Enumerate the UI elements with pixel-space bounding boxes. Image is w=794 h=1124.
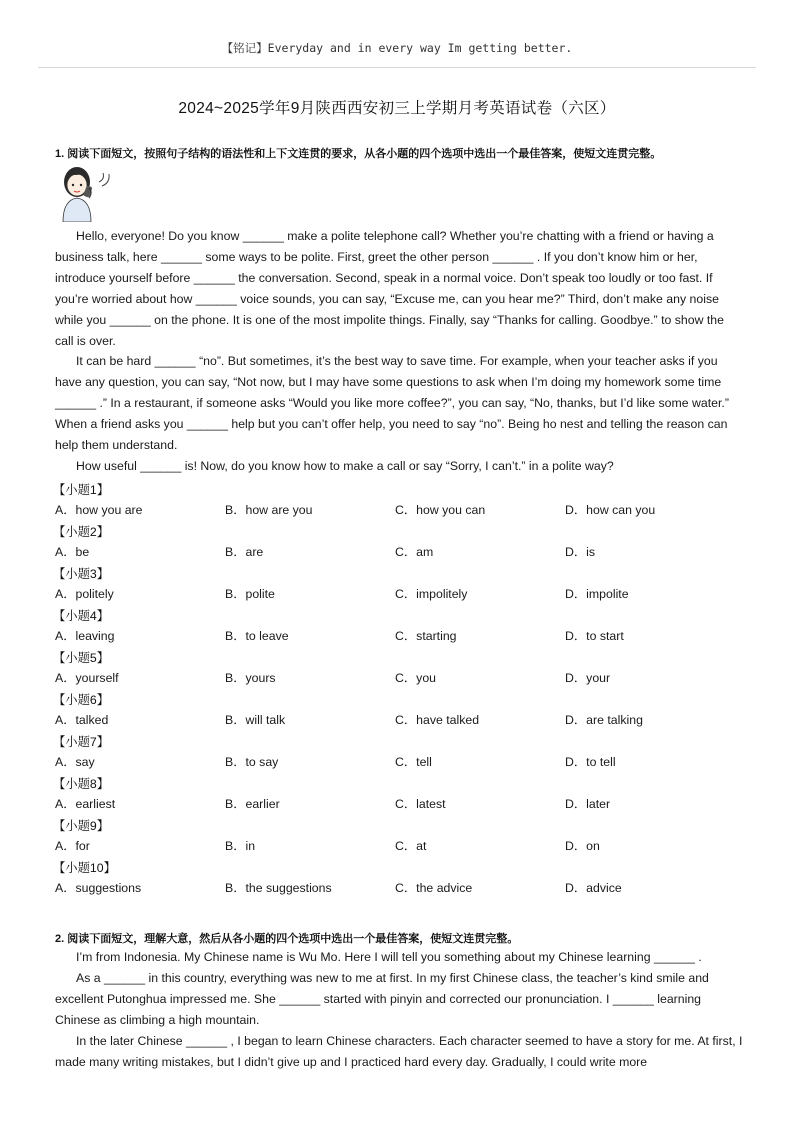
question-label: 【小题10】 — [53, 861, 116, 875]
question-label: 【小题2】 — [53, 525, 110, 539]
option-d: D．is — [565, 545, 596, 559]
option-d: D．later — [565, 797, 611, 811]
option-b: B．yours — [225, 671, 276, 685]
question-label: 【小题4】 — [53, 609, 110, 623]
question-label: 【小题5】 — [53, 651, 110, 665]
option-b: B．to say — [225, 755, 279, 769]
passage-paragraph: In the later Chinese ______ , I began to learn Chinese characters. Each character seemed to have a story for me. At first, I made many writing mistakes, but I didn’t give up and I practiced hard every day. Gradually, I could write more — [55, 1033, 743, 1069]
passage-paragraph: I’m from Indonesia. My Chinese name is Wu Mo. Here I will tell you something about my Chinese learning ______ . — [76, 950, 702, 964]
header-motto: 【铭记】Everyday and in every way Im getting better. — [221, 41, 573, 55]
option-b: B．in — [225, 839, 256, 853]
option-b: B．earlier — [225, 797, 280, 811]
option-a: A．be — [55, 545, 90, 559]
option-b: B．to leave — [225, 629, 289, 643]
passage-paragraph: Hello, everyone! Do you know ______ make a polite telephone call? Whether you’re chatting with a friend or having a business talk, here ______ some ways to be polite. First, greet the other person ______ . If you don’t know him or her, introduce yourself before ______ the conversation. Second, speak in a normal voice. Don’t speak too loudly or too fast. If you’re worried about how ______ voice sounds, you can say, “Excuse me, can you hear me?” Third, don’t make any noise while you ______ on the phone. It is one of the most impolite things. Finally, say “Thanks for calling. Goodbye.” to show the call is over. — [55, 229, 724, 348]
section2-passage — [55, 947, 745, 1072]
question-options — [55, 584, 745, 604]
exam-title: 2024~2025学年9月陕西西安初三上学期月考英语试卷（六区） — [178, 100, 616, 117]
option-d: D．advice — [565, 881, 622, 895]
option-b: B．will talk — [225, 713, 286, 727]
question-options — [55, 710, 745, 730]
option-c: C．you — [395, 671, 437, 685]
option-c: C．how you can — [395, 503, 486, 517]
question-options — [55, 542, 745, 562]
question-options — [55, 752, 745, 772]
option-c: C．have talked — [395, 713, 480, 727]
question-options — [55, 626, 745, 646]
option-a: A．politely — [55, 587, 114, 601]
option-c: C．impolitely — [395, 587, 468, 601]
section1-passage — [55, 226, 745, 477]
option-b: B．polite — [225, 587, 275, 601]
option-d: D．your — [565, 671, 611, 685]
option-a: A．for — [55, 839, 90, 853]
option-a: A．suggestions — [55, 881, 142, 895]
passage-paragraph: It can be hard ______ “no”. But sometimes, it’s the best way to save time. For example, when your teacher asks if you have any question, you can say, “Not now, but I may have some questions to ask when I’m doing my homework some time ______ .” In a restaurant, if someone asks “Would you like more coffee?”, you can say, “No, thanks, but I’d like some water.” When a friend asks you ______ help but you can’t offer help, you need to say “no”. Being ho nest and telling the reason can help them understand. — [55, 354, 729, 453]
question-label: 【小题6】 — [53, 693, 110, 707]
question-options — [55, 836, 745, 856]
girl-phone-illustration — [53, 162, 113, 222]
option-b: B．are — [225, 545, 264, 559]
question-label: 【小题7】 — [53, 735, 110, 749]
option-c: C．at — [395, 839, 427, 853]
question-label: 【小题9】 — [53, 819, 110, 833]
question-options — [55, 500, 745, 520]
option-c: C．the advice — [395, 881, 473, 895]
header-divider — [38, 67, 756, 68]
section2-instruction: 2. 阅读下面短文，理解大意，然后从各小题的四个选项中选出一个最佳答案，使短文连贯完整。 — [55, 933, 519, 945]
option-c: C．latest — [395, 797, 446, 811]
passage-paragraph: As a ______ in this country, everything was new to me at first. In my first Chinese class, the teacher’s kind smile and excellent Putonghua impressed me. She ______ started with pinyin and corrected our pronunciation. I ______ learning Chinese as climbing a high mountain. — [55, 970, 709, 1027]
option-a: A．leaving — [55, 629, 115, 643]
option-a: A．how you are — [55, 503, 143, 517]
option-c: C．tell — [395, 755, 432, 769]
question-options — [55, 668, 745, 688]
option-d: D．on — [565, 839, 600, 853]
option-d: D．to tell — [565, 755, 616, 769]
option-c: C．starting — [395, 629, 457, 643]
option-b: B．how are you — [225, 503, 313, 517]
option-b: B．the suggestions — [225, 881, 332, 895]
question-label: 【小题3】 — [53, 567, 110, 581]
option-a: A．say — [55, 755, 95, 769]
option-a: A．talked — [55, 713, 109, 727]
option-c: C．am — [395, 545, 434, 559]
question-label: 【小题8】 — [53, 777, 110, 791]
question-label: 【小题1】 — [53, 483, 110, 497]
option-d: D．impolite — [565, 587, 629, 601]
option-d: D．are talking — [565, 713, 643, 727]
passage-paragraph: How useful ______ is! Now, do you know how to make a call or say “Sorry, I can’t.” in a polite way? — [76, 458, 614, 473]
section1-instruction: 1. 阅读下面短文，按照句子结构的语法性和上下文连贯的要求，从各小题的四个选项中选出一个最佳答案，使短文连贯完整。 — [55, 148, 662, 160]
question-options — [55, 794, 745, 814]
question-options — [55, 878, 745, 898]
option-d: D．how can you — [565, 503, 656, 517]
option-d: D．to start — [565, 629, 624, 643]
option-a: A．earliest — [55, 797, 116, 811]
option-a: A．yourself — [55, 671, 119, 685]
